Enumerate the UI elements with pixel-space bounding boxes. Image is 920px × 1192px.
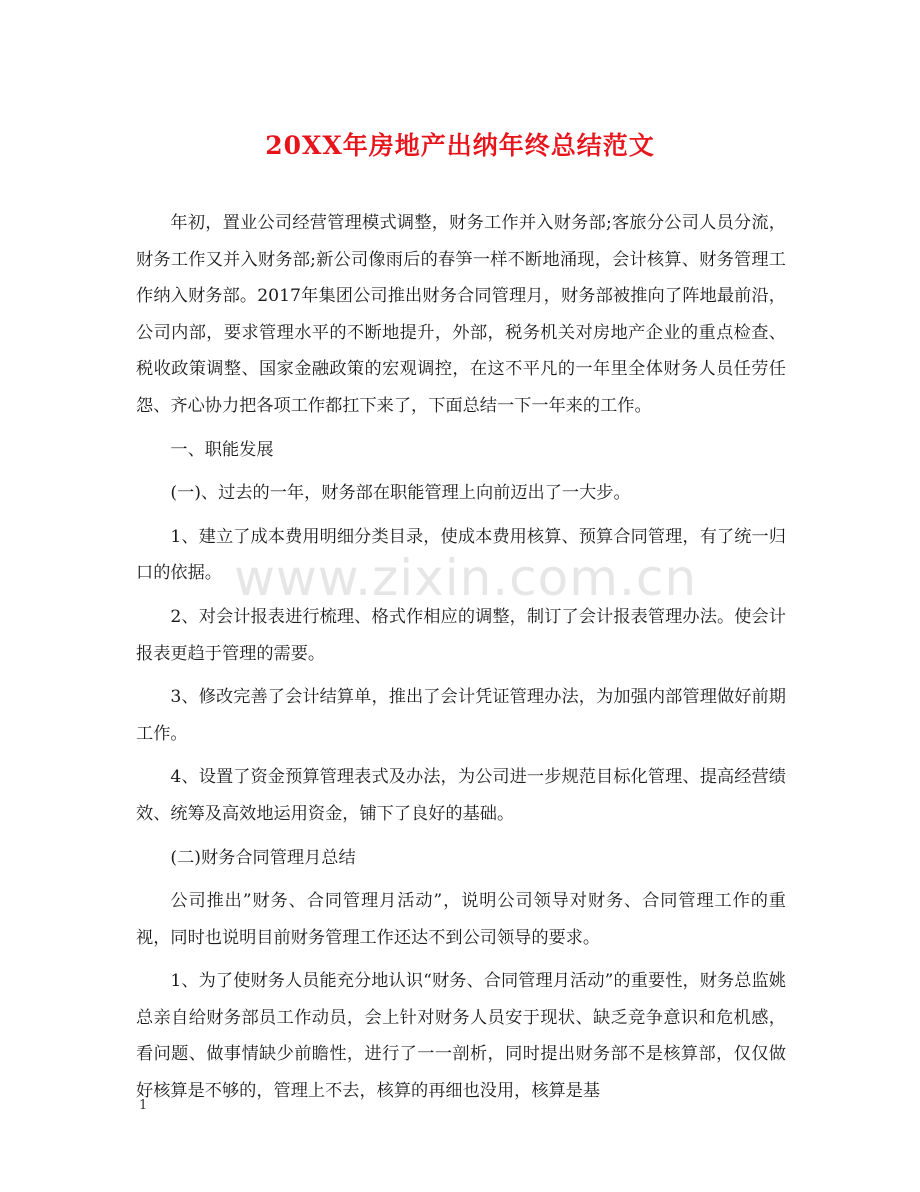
paragraph-management-month: 公司推出”财务、合同管理月活动”，说明公司领导对财务、合同管理工作的重视，同时也说明目前财务管理工作还达不到公司领导的要求。 xyxy=(136,891,786,948)
subsection-heading-1: (一)、过去的一年，财务部在职能管理上向前迈出了一大步。 xyxy=(170,483,631,504)
list-item-2: 2、对会计报表进行梳理、格式作相应的调整，制订了会计报表管理办法。使会计报表更趋于管理的需要。 xyxy=(136,606,786,664)
document-title: 20XX年房地产出纳年终总结范文 xyxy=(265,131,655,160)
page-number: 1 xyxy=(139,1098,148,1113)
watermark-text: www.zixin.com.cn xyxy=(234,549,698,607)
list-item-3: 3、修改完善了会计结算单，推出了会计凭证管理办法，为加强内部管理做好前期工作。 xyxy=(136,687,786,744)
paragraph-intro: 年初，置业公司经营管理模式调整，财务工作并入财务部;客旅分公司人员分流，财务工作又并入财务部;新公司像雨后的春笋一样不断地涌现，会计核算、财务管理工作纳入财务部。2017年集团公司推出财务合同管理月，财务部被推向了阵地最前沿，公司内部，要求管理水平的不断地提升，外部，税务机关对房地产企业的重点检查、税收政策调整、国家金融政策的宏观调控，在这不平凡的一年里全体财务人员任劳任怨、齐心协力把各项工作都扛下来了，下面总结一下一年来的工作。 xyxy=(136,213,786,416)
list-item-4: 4、设置了资金预算管理表式及办法，为公司进一步规范目标化管理、提高经营绩效、统筹及高效地运用资金，铺下了良好的基础。 xyxy=(136,767,786,824)
document-body xyxy=(136,205,786,1117)
list-item-1: 1、建立了成本费用明细分类目录，使成本费用核算、预算合同管理，有了统一归口的依据。 xyxy=(136,526,786,584)
section-heading-functions: 一、职能发展 xyxy=(170,439,274,460)
subsection-heading-2: (二)财务合同管理月总结 xyxy=(170,847,356,868)
list-item-5: 1、为了使财务人员能充分地认识“财务、合同管理月活动”的重要性，财务总监姚总亲自给财务部员工作动员，会上针对财务人员安于现状、缺乏竞争意识和危机感，看问题、做事情缺少前瞻性，进行了一一剖析，同时提出财务部不是核算部，仅仅做好核算是不够的，管理上不去，核算的再细也没用，核算是基 xyxy=(136,971,786,1102)
